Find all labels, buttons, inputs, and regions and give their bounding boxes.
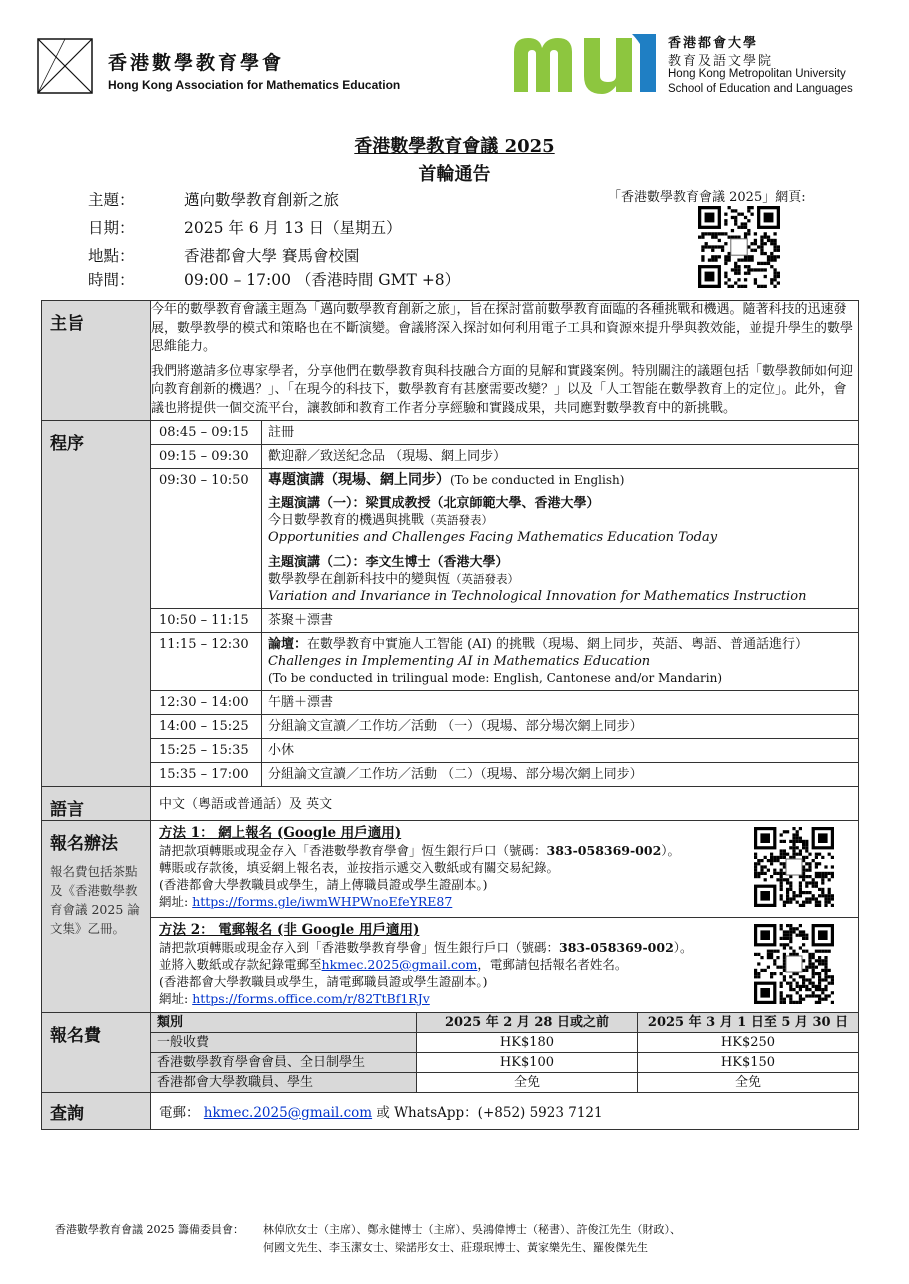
aim-paragraph-1: 今年的數學教育會議主題為「邁向數學教育創新之旅」，旨在探討當前數學教育面臨的各種挑戰和機遇。隨著科技的迅速發展，數學教學的模式和策略也在不斷演變。會議將深入探討如何利用電子工具和資源來提升學與教效能，並提升學生的數學思維能力。 xyxy=(151,302,854,354)
fees-label: 報名費 xyxy=(42,1013,151,1093)
qr-label: 「香港數學教育會議 2025」網頁: xyxy=(608,190,806,205)
forum-note: (To be conducted in trilingual mode: English, Cantonese and/or Mandarin) xyxy=(268,671,723,685)
keynote-heading: 專題演講（現場、網上同步）(To be conducted in English) xyxy=(268,472,625,488)
method-2-link[interactable]: https://forms.office.com/r/82TtBf1RJv xyxy=(192,991,430,1006)
table-row: 08:45 – 09:15 註冊 xyxy=(151,421,858,445)
forum-en: Challenges in Implementing AI in Mathematics Education xyxy=(268,654,651,669)
keynote-2-cn: 數學教學在創新科技中的變與恆（英語發表） xyxy=(268,572,520,587)
org-right-name-cn: 香港都會大學 xyxy=(668,36,759,51)
table-row: 一般收費 HK$180 HK$250 xyxy=(151,1033,858,1053)
committee-line-1: 林倬欣女士（主席）、鄭永健博士（主席）、吳鴻偉博士（秘書）、許俊江先生（財政）、 xyxy=(263,1223,681,1236)
language-label: 語言 xyxy=(42,787,151,821)
method-2-line-1: 請把款項轉賬或現金存入到「香港數學教育學會」恆生銀行戶口（號碼：383-058369-002）。 xyxy=(159,940,693,955)
method-1-title: 方法 1： 網上報名 (Google 用戶適用) xyxy=(159,825,402,841)
org-left-name-cn: 香港數學教育學會 xyxy=(108,52,285,74)
keynote-1-cn: 今日數學教育的機遇與挑戰（英語發表） xyxy=(268,513,494,528)
hkame-logo xyxy=(37,38,93,94)
enquiry-row xyxy=(42,1093,859,1130)
language-row xyxy=(42,787,859,821)
method-2-title: 方法 2： 電郵報名 (非 Google 用戶適用) xyxy=(159,922,420,938)
table-row: 12:30 – 14:00 午膳＋漂書 xyxy=(151,691,858,715)
info-theme: 主題： 邁向數學教育創新之旅 xyxy=(88,191,340,209)
registration-row xyxy=(42,821,859,1013)
forum-title: 論壇：在數學教育中實施人工智能 (AI) 的挑戰（現場、網上同步，英語、粵語、普通話進行） xyxy=(268,637,808,652)
programme-schedule xyxy=(151,421,858,786)
website-qr-code[interactable] xyxy=(698,206,780,288)
language-text: 中文（粵語或普通話）及 英文 xyxy=(151,787,859,821)
enquiry-email-link[interactable]: hkmec.2025@gmail.com xyxy=(203,1105,373,1121)
info-time: 時間： 09:00 – 17:00 （香港時間 GMT +8） xyxy=(88,271,461,289)
aim-label: 主旨 xyxy=(42,301,151,421)
fees-table xyxy=(151,1013,858,1092)
committee-label: 香港數學教育會議 2025 籌備委員會： xyxy=(55,1223,244,1236)
page-subtitle: 首輪通告 xyxy=(418,164,491,185)
org-right-school-cn: 教育及語文學院 xyxy=(668,54,774,69)
org-right-school-en: School of Education and Languages xyxy=(668,83,853,95)
method-1-line-1: 請把款項轉賬或現金存入「香港數學教育學會」恆生銀行戶口（號碼：383-058369-002）。 xyxy=(159,843,681,858)
org-right-name-en: Hong Kong Metropolitan University xyxy=(668,68,846,80)
method-1-block xyxy=(151,821,858,918)
table-row: 15:35 – 17:00 分組論文宣讀／工作坊／活動 （二）（現場、部分場次網上同步） xyxy=(151,763,858,787)
aim-row xyxy=(42,301,859,421)
fees-header-row: 類別 2025 年 2 月 28 日或之前 2025 年 3 月 1 日至 5 月 30 日 xyxy=(151,1013,858,1033)
method-1-line-3: (香港都會大學教職員或學生，請上傳職員證或學生證副本。) xyxy=(159,877,488,892)
table-row: 15:25 – 15:35 小休 xyxy=(151,739,858,763)
info-date: 日期： 2025 年 6 月 13 日（星期五） xyxy=(88,219,402,237)
keynote-2-title: 主題演講（二）：李文生博士（香港大學） xyxy=(268,555,509,570)
method-1-qr-code[interactable] xyxy=(754,827,834,911)
method-2-email-link[interactable]: hkmec.2025@gmail.com xyxy=(321,957,478,972)
method-2-url-line: 網址: https://forms.office.com/r/82TtBf1RJv xyxy=(159,991,430,1006)
keynote-1-en: Opportunities and Challenges Facing Mathematics Education Today xyxy=(268,530,718,545)
keynote-2-en: Variation and Invariance in Technological Innovation for Mathematics Instruction xyxy=(268,589,807,604)
committee-line-2: 何國文先生、李玉潔女士、梁諾彤女士、莊璟珉博士、黃家樂先生、羅俊傑先生 xyxy=(263,1241,648,1254)
method-2-line-2: 並將入數紙或存款紀錄電郵至hkmec.2025@gmail.com，電郵請包括報名者姓名。 xyxy=(159,957,628,972)
committee-footer xyxy=(55,1221,681,1257)
hkmu-logo xyxy=(510,30,660,94)
method-2-block xyxy=(151,918,858,1012)
table-row: 香港都會大學教職員、學生 全免 全免 xyxy=(151,1073,858,1093)
table-row: 09:15 – 09:30 歡迎辭／致送紀念品 （現場、網上同步） xyxy=(151,445,858,469)
method-1-line-2: 轉賬或存款後，填妥網上報名表，並按指示遞交入數紙或有關交易紀錄。 xyxy=(159,860,560,875)
table-row: 09:30 – 10:50 專題演講（現場、網上同步）(To be conducted in English) 主題演講（一）：梁貫成教授（北京師範大學、香港大學） 今日數學教育的機遇與挑戰（英語發表） Opportunities and Challenges Facing Mathematics Education Today 主題演講（二）：李文生博士（香港大學） 數學教學在創新科技中的變與恆（英語發表） Variation and Invariance in Technological Innovation for Mathematics Instruction xyxy=(151,469,858,609)
table-row: 10:50 – 11:15 茶聚＋漂書 xyxy=(151,609,858,633)
method-1-link[interactable]: https://forms.gle/iwmWHPWnoEfeYRE87 xyxy=(192,894,453,909)
registration-side-note: 報名費包括茶點及《香港數學教育會議 2025 論文集》乙冊。 xyxy=(50,864,140,936)
enquiry-text: 電郵： hkmec.2025@gmail.com 或 WhatsApp：(+852) 5923 7121 xyxy=(151,1093,859,1130)
table-row: 14:00 – 15:25 分組論文宣讀／工作坊／活動 （一）（現場、部分場次網上同步） xyxy=(151,715,858,739)
method-2-line-3: (香港都會大學教職員或學生，請電郵職員證或學生證副本。) xyxy=(159,974,488,989)
method-2-qr-code[interactable] xyxy=(754,924,834,1008)
programme-row xyxy=(42,421,859,787)
table-row: 香港數學教育學會會員、全日制學生 HK$100 HK$150 xyxy=(151,1053,858,1073)
table-row: 11:15 – 12:30 論壇：在數學教育中實施人工智能 (AI) 的挑戰（現場、網上同步，英語、粵語、普通話進行） Challenges in Implementing AI in Mathematics Education (To be conducted in trilingual mode: English, Cantonese and/or Mandarin) xyxy=(151,633,858,691)
info-venue: 地點： 香港都會大學 賽馬會校園 xyxy=(88,247,360,265)
enquiry-label: 查詢 xyxy=(42,1093,151,1130)
fees-row xyxy=(42,1013,859,1093)
programme-label: 程序 xyxy=(42,421,151,787)
aim-paragraph-2: 我們將邀請多位專家學者，分享他們在數學教育與科技融合方面的見解和實踐案例。特別關注的議題包括「數學教師如何迎向教育創新的機遇？」、「在現今的科技下，數學教育有甚麼需要改變？」以及「人工智能在數學教育上的定位」。此外，會議也將提供一個交流平台，讓教師和教育工作者分享經驗和實踐成果，共同應對數學教育中的新挑戰。 xyxy=(151,363,854,416)
org-left-name-en: Hong Kong Association for Mathematics Education xyxy=(108,78,401,92)
keynote-1-title: 主題演講（一）：梁貫成教授（北京師範大學、香港大學） xyxy=(268,496,600,511)
method-1-url-line: 網址: https://forms.gle/iwmWHPWnoEfeYRE87 xyxy=(159,894,453,909)
registration-label: 報名辦法 報名費包括茶點及《香港數學教育會議 2025 論文集》乙冊。 xyxy=(42,821,151,1013)
page-title: 香港數學教育會議 2025 xyxy=(354,136,555,157)
notice-table xyxy=(41,300,859,1130)
